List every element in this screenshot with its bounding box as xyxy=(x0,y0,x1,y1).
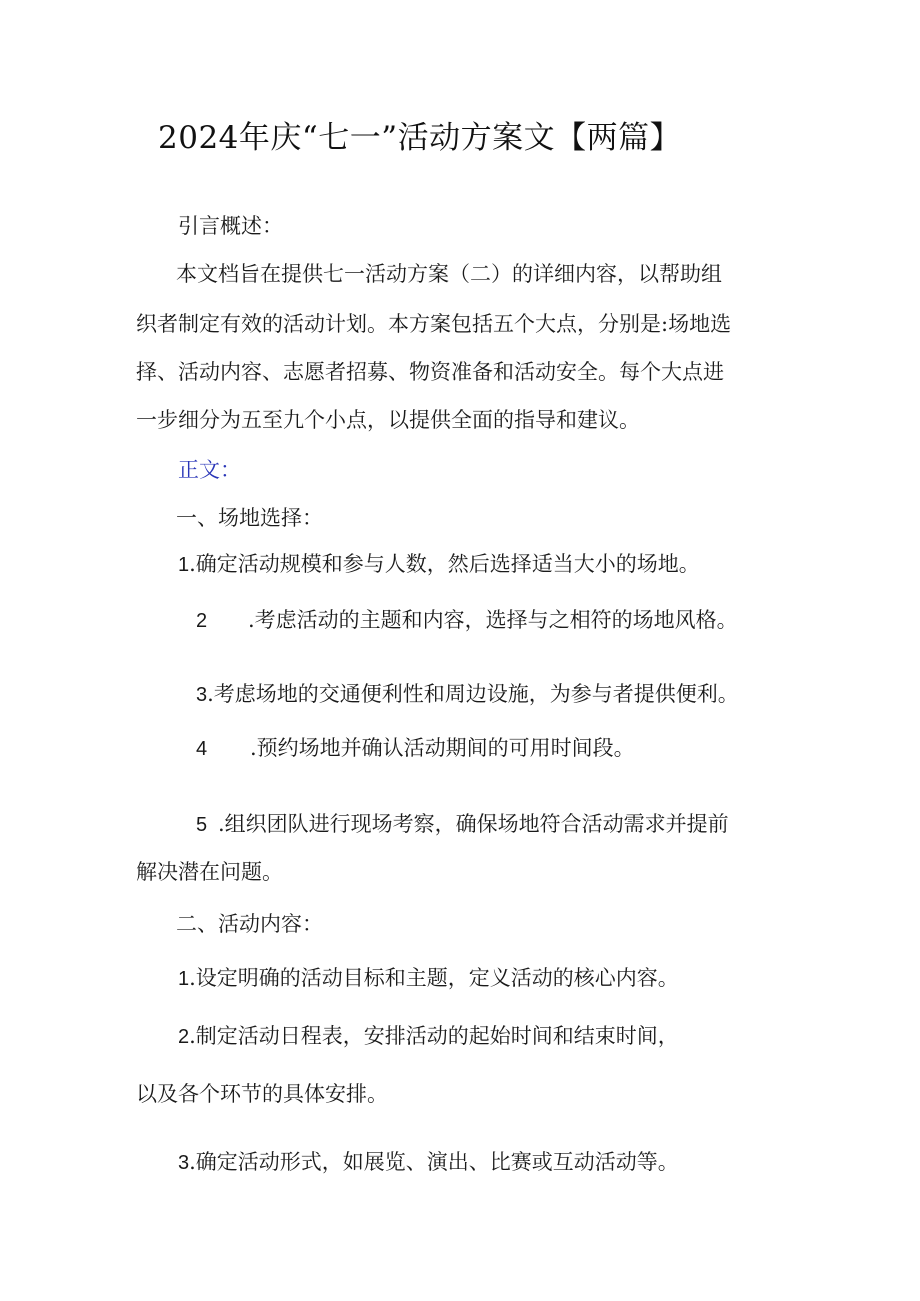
item-number: 1 xyxy=(178,968,190,990)
document-title: 2024年庆“七一”活动方案文【两篇】 xyxy=(158,120,682,156)
section2-item-2-continuation: 以及各个环节的具体安排。 xyxy=(136,1082,388,1106)
section1-item-3 xyxy=(196,684,739,705)
section1-item-1 xyxy=(178,554,700,575)
item-number: 2 xyxy=(178,1026,190,1048)
intro-line-1: 本文档旨在提供七一活动方案（二）的详细内容，以帮助组 xyxy=(176,262,722,286)
section1-item-4 xyxy=(196,738,635,759)
item-number: 2 xyxy=(196,610,208,632)
item-text: .预约场地并确认活动期间的可用时间段。 xyxy=(250,736,635,760)
item-text: .制定活动日程表，安排活动的起始时间和结束时间， xyxy=(189,1024,679,1048)
item-number: 1 xyxy=(178,554,190,576)
body-heading: 正文： xyxy=(178,458,241,482)
section1-item-2 xyxy=(196,610,738,631)
item-text: .考虑活动的主题和内容，选择与之相符的场地风格。 xyxy=(248,608,738,632)
item-text: .设定明确的活动目标和主题，定义活动的核心内容。 xyxy=(189,966,679,990)
section2-item-3 xyxy=(178,1152,679,1173)
item-text: .确定活动形式，如展览、演出、比赛或互动活动等。 xyxy=(189,1150,679,1174)
intro-line-2: 织者制定有效的活动计划。本方案包括五个大点，分别是:场地选 xyxy=(136,312,732,336)
section1-heading: 一、场地选择： xyxy=(176,506,323,530)
section2-item-2 xyxy=(178,1026,679,1047)
section2-item-1 xyxy=(178,968,679,989)
section2-heading: 二、活动内容： xyxy=(176,912,323,936)
intro-line-3: 择、活动内容、志愿者招募、物资准备和活动安全。每个大点进 xyxy=(136,360,724,384)
intro-heading: 引言概述： xyxy=(178,214,283,238)
item-text: .组织团队进行现场考察，确保场地符合活动需求并提前 xyxy=(218,812,729,836)
item-number: 5 xyxy=(196,814,208,836)
item-number: 3 xyxy=(178,1152,190,1174)
item-text: .考虑场地的交通便利性和周边设施，为参与者提供便利。 xyxy=(207,682,739,706)
item-number: 4 xyxy=(196,738,208,760)
section1-item-5 xyxy=(196,814,729,835)
section1-item-5-continuation: 解决潜在问题。 xyxy=(136,860,283,884)
intro-line-4: 一步细分为五至九个小点，以提供全面的指导和建议。 xyxy=(136,408,640,432)
item-number: 3 xyxy=(196,684,208,706)
item-text: .确定活动规模和参与人数，然后选择适当大小的场地。 xyxy=(189,552,700,576)
